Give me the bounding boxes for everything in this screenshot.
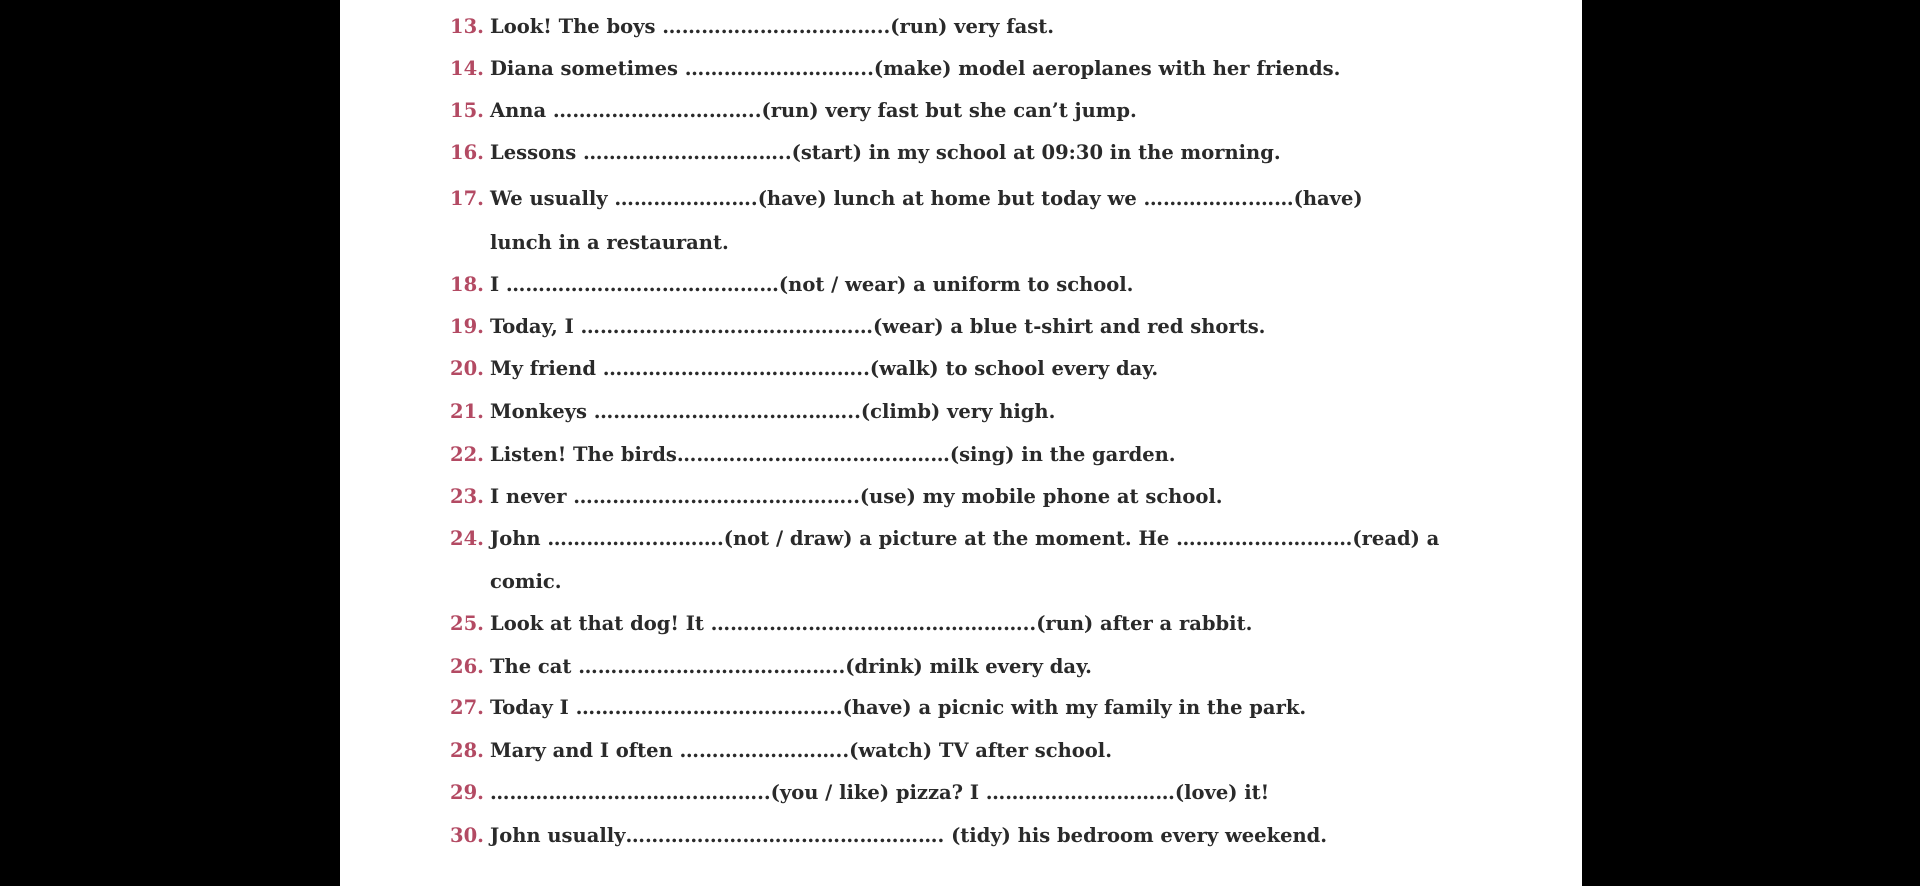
item-text: I never ……………………………………..(use) my mobile phone at school. bbox=[490, 485, 1223, 508]
item-text: Mary and I often ……………………..(watch) TV after school. bbox=[490, 739, 1113, 762]
item-text: Lessons …………………………..(start) in my school at 09:30 in the morning. bbox=[490, 141, 1281, 164]
item-text: My friend …………………………………..(walk) to school every day. bbox=[490, 357, 1159, 380]
worksheet-page bbox=[340, 0, 1582, 886]
item-text: We usually ………………….(have) lunch at home but today we ……………..……(have) bbox=[490, 187, 1363, 210]
item-number: 15. bbox=[450, 99, 484, 122]
item-text: Today, I ………………………………………(wear) a blue t-shirt and red shorts. bbox=[490, 315, 1266, 338]
item-number: 26. bbox=[450, 655, 484, 678]
item-number: 24. bbox=[450, 527, 484, 550]
item-text: Today I …………………………………..(have) a picnic with my family in the park. bbox=[490, 696, 1307, 719]
item-text: The cat …………………………………..(drink) milk every day. bbox=[490, 655, 1092, 678]
item-number: 19. bbox=[450, 315, 484, 338]
item-text: Diana sometimes ………………………..(make) model aeroplanes with her friends. bbox=[490, 57, 1341, 80]
item-number: 14. bbox=[450, 57, 484, 80]
item-text: Look at that dog! It …………………………………………..(run) after a rabbit. bbox=[490, 612, 1253, 635]
item-text: Listen! The birds……………………………………(sing) in the garden. bbox=[490, 443, 1176, 466]
item-number: 20. bbox=[450, 357, 484, 380]
item-text: …………………………..………..(you / like) pizza? I ……………..…………(love) it! bbox=[490, 781, 1270, 804]
item-text-continued: comic. bbox=[490, 570, 562, 593]
item-number: 17. bbox=[450, 187, 484, 210]
item-number: 23. bbox=[450, 485, 484, 508]
item-text: Look! The boys ……………………………..(run) very fast. bbox=[490, 15, 1055, 38]
item-number: 27. bbox=[450, 696, 484, 719]
item-number: 18. bbox=[450, 273, 484, 296]
item-text: John ……………..……….(not / draw) a picture at the moment. He ……………..…….…(read) a bbox=[490, 527, 1440, 550]
item-number: 13. bbox=[450, 15, 484, 38]
item-text: John usually…………………………………………. (tidy) his bedroom every weekend. bbox=[490, 824, 1328, 847]
item-number: 30. bbox=[450, 824, 484, 847]
item-text: Anna …………………………..(run) very fast but she can’t jump. bbox=[490, 99, 1137, 122]
item-number: 29. bbox=[450, 781, 484, 804]
item-text: I ……………………………………(not / wear) a uniform to school. bbox=[490, 273, 1134, 296]
item-number: 25. bbox=[450, 612, 484, 635]
item-number: 16. bbox=[450, 141, 484, 164]
item-text: Monkeys …………………………………..(climb) very high. bbox=[490, 400, 1056, 423]
item-number: 22. bbox=[450, 443, 484, 466]
item-number: 21. bbox=[450, 400, 484, 423]
item-number: 28. bbox=[450, 739, 484, 762]
item-text-continued: lunch in a restaurant. bbox=[490, 231, 729, 254]
